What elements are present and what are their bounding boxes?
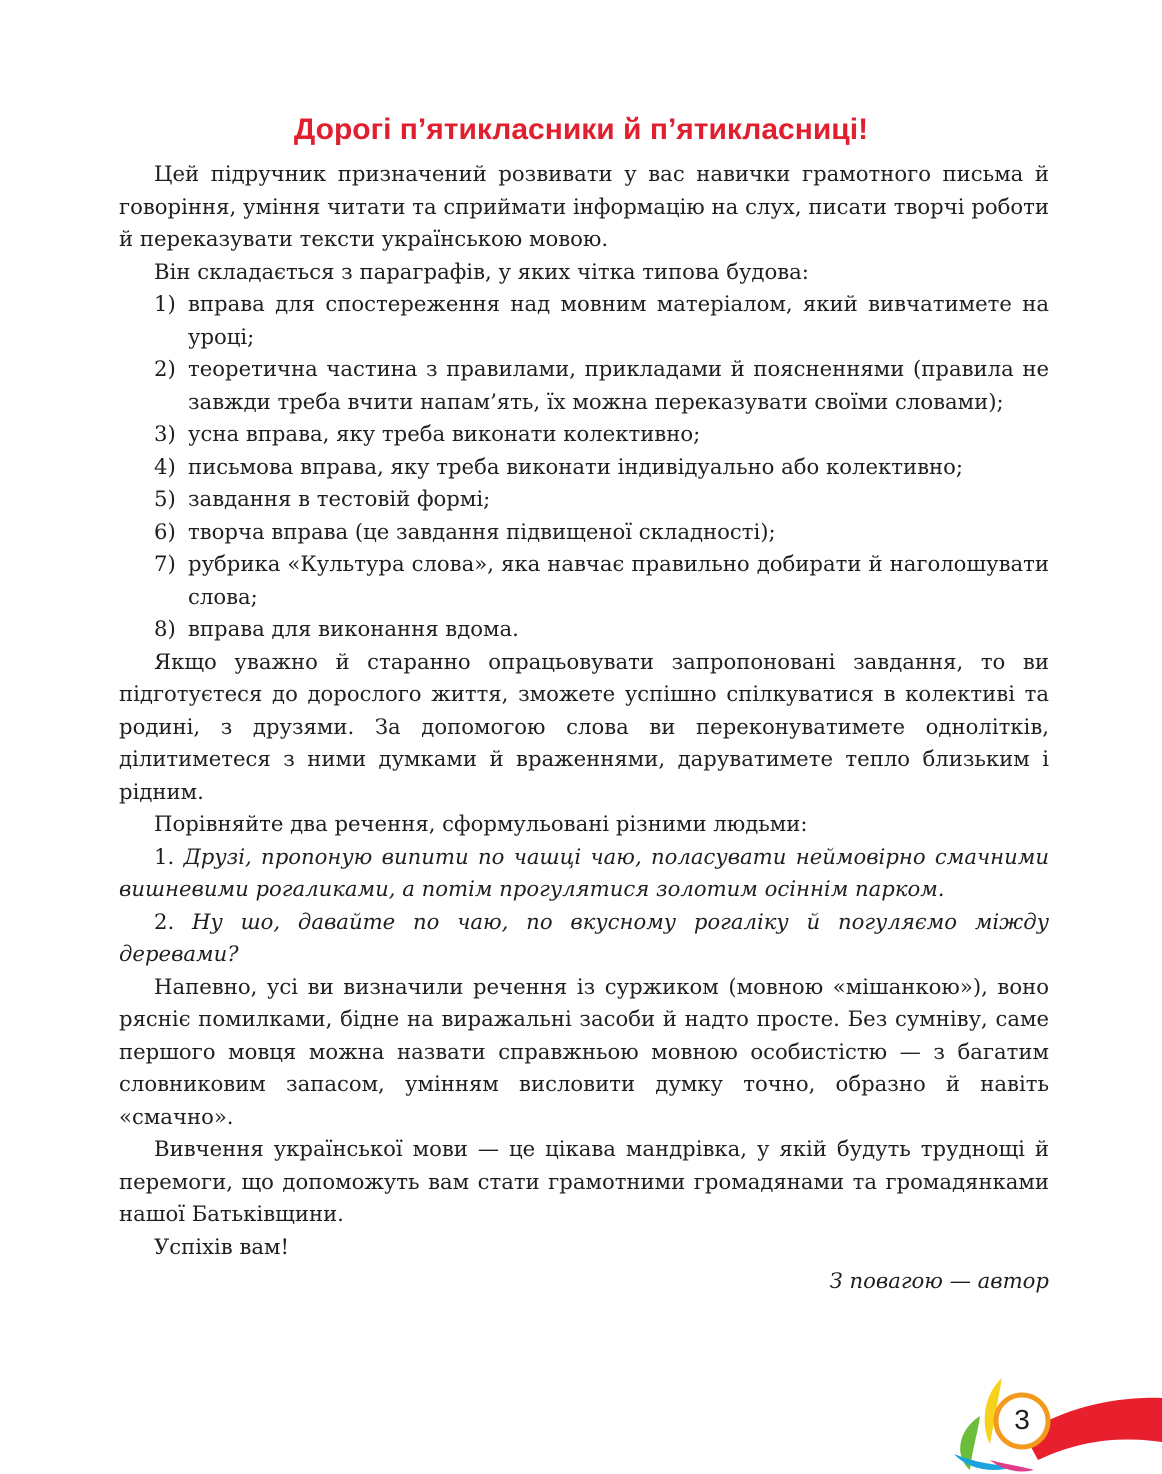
list-item-text: завдання в тестовій формі;: [188, 486, 491, 511]
list-item: [119, 451, 1049, 484]
signature: З повагою — автор: [829, 1268, 1049, 1293]
list-item-number: 2): [154, 356, 176, 381]
list-item-text: письмова вправа, яку треба виконати індивідуально або колективно;: [188, 453, 964, 479]
list-item-text: вправа для виконання вдома.: [188, 616, 519, 641]
list-item-text: рубрика «Культура слова», яка навчає правильно добирати й наголошувати слова;: [188, 551, 1049, 609]
list-item: [119, 483, 1049, 516]
list-item-number: 4): [154, 453, 176, 479]
list-item-number: 7): [154, 551, 176, 576]
example-sentence: [119, 906, 1049, 971]
example-sentence: [119, 841, 1049, 906]
list-item-text: вправа для спостереження над мовним матеріалом, який вивчатимете на уроці;: [188, 291, 1049, 349]
list-item-number: 8): [154, 616, 176, 641]
list-item: [119, 353, 1049, 418]
list-item-number: 3): [154, 421, 176, 446]
list-item-text: творча вправа (це завдання підвищеної складності);: [188, 518, 776, 544]
list-item-number: 1): [154, 291, 176, 316]
intro-paragraph: Цей підручник призначений розвивати у вас навички грамотного письма й говоріння, уміння читати та сприймати інформацію на слух, писати творчі роботи й переказувати тексти українською мовою.: [119, 161, 1049, 251]
structure-intro: Він складається з параграфів, у яких чітка типова будова:: [154, 258, 809, 284]
list-item-text: усна вправа, яку треба виконати колективно;: [188, 421, 701, 446]
example-text: Ну шо, давайте по чаю, по вкусному рогаліку й погуляємо міжду деревами?: [119, 908, 1049, 966]
list-item: [119, 288, 1049, 353]
compare-intro: Порівняйте два речення, сформульовані різними людьми:: [154, 811, 808, 836]
journey-paragraph: Вивчення української мови — це цікава мандрівка, у якій будуть труднощі й перемоги, що допоможуть вам стати грамотними громадянами та громадянками нашої Батьківщини.: [119, 1136, 1049, 1226]
wish-line: Успіхів вам!: [154, 1233, 290, 1259]
list-item-text: теоретична частина з правилами, прикладами й поясненнями (правила не завжди треба вчити напам’ять, їх можна переказувати своїми словами);: [188, 356, 1049, 414]
list-item: [119, 516, 1049, 549]
list-item: [119, 548, 1049, 613]
example-number: 2.: [154, 908, 175, 934]
list-item: [119, 613, 1049, 646]
page-title: Дорогі п’ятикласники й п’ятикласниці!: [293, 113, 869, 146]
future-paragraph: Якщо уважно й старанно опрацьовувати запропоновані завдання, то ви підготуєтеся до дорослого життя, зможете успішно спілкуватися в колективі та родині, з друзями. За допомогою слова ви переконуватимете однолітків, ділитиметеся з ними думками й враженнями, даруватимете тепло близьким і рідним.: [119, 648, 1049, 804]
letter-body: [119, 158, 1049, 1298]
example-number: 1.: [154, 843, 175, 869]
example-text: Друзі, пропоную випити по чашці чаю, поласувати неймовірно смачними вишневими рогаликами, а потім прогулятися золотим осіннім парком.: [119, 843, 1049, 901]
list-item-number: 5): [154, 486, 176, 511]
page-badge-decoration: [940, 1370, 1162, 1474]
list-item: [119, 418, 1049, 451]
list-item-number: 6): [154, 518, 176, 544]
surzhyk-paragraph: Напевно, усі ви визначили речення із суржиком (мовною «мішанкою»), воно рясніє помилками, бідне на виражальні засоби й надто просте. Без сумніву, саме першого мовця можна назвати справжньою мовною особистістю — з багатим словниковим запасом, умінням висловити думку точно, образно й навіть «смачно».: [119, 973, 1049, 1129]
structure-list: [119, 288, 1049, 646]
page-number: 3: [1014, 1404, 1030, 1435]
